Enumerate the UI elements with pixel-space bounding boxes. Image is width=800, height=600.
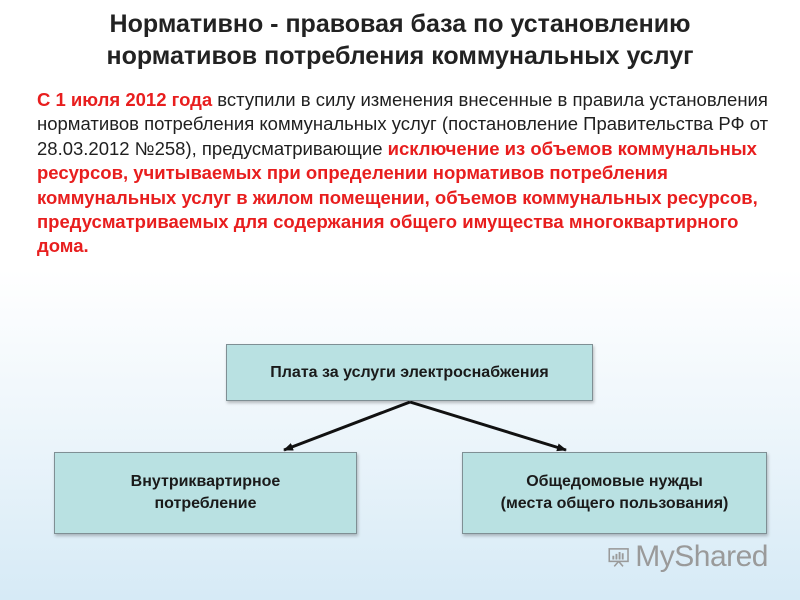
common-house-needs-box [462, 452, 767, 534]
effective-date: С 1 июля 2012 года [37, 89, 213, 110]
paragraph-text: вступили в силу изменения внесенные в правила установления нормативов потребления коммунальных услуг (постановление Правительства РФ от 28.03.2012 №258), предусматривающие [37, 89, 769, 159]
title-line-1: Нормативно - правовая база по установлению [109, 10, 691, 38]
presentation-board-icon [608, 540, 629, 574]
arrow-to-right [410, 402, 566, 450]
title-line-2: нормативов потребления коммунальных услуг [106, 42, 694, 70]
in-apartment-line-1: Внутриквартирное [130, 473, 281, 490]
in-apartment-line-2: потребление [154, 495, 257, 512]
paragraph-emphasis: исключение из объемов коммунальных ресурсов, учитываемых при определении нормативов потребления коммунальных услуг в жилом помещении, объемов коммунальных ресурсов, предусматриваемых для содержания общего имущества многоквартирного дома. [37, 137, 758, 257]
electricity-payment-label: Плата за услуги электроснабжения [270, 363, 549, 381]
arrow-to-left [284, 402, 410, 450]
common-needs-line-1: Общедомовые нужды [526, 473, 703, 490]
common-needs-line-2: (места общего пользования) [500, 495, 729, 512]
logo-text: MyShared [635, 540, 768, 573]
electricity-payment-box [226, 344, 593, 401]
in-apartment-consumption-box [54, 452, 357, 534]
myshared-logo [608, 535, 768, 579]
